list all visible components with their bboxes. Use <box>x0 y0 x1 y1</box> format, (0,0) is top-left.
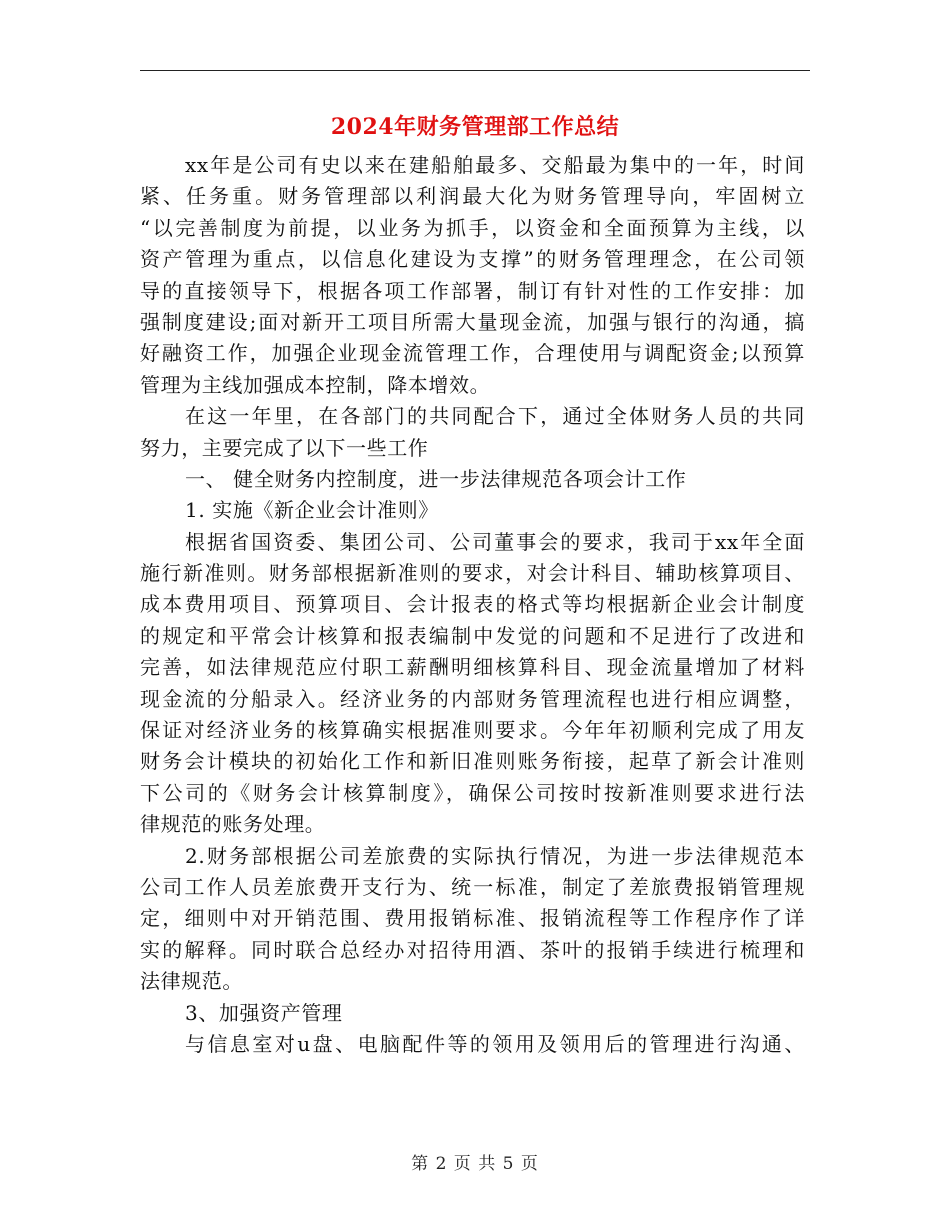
text-line: 与信息室对u盘、电脑配件等的领用及领用后的管理进行沟通、 <box>185 1031 805 1056</box>
header-rule <box>140 70 810 71</box>
text-line: 好融资工作，加强企业现金流管理工作，合理使用与调配资金;以预算 <box>140 341 805 366</box>
text-line: 2.财务部根据公司差旅费的实际执行情况，为进一步法律规范本 <box>185 843 805 868</box>
text-line: 律规范的账务处理。 <box>140 812 326 837</box>
text-line: 下公司的《财务会计核算制度》，确保公司按时按新准则要求进行法 <box>140 780 805 805</box>
text-line: 的规定和平常会计核算和报表编制中发觉的问题和不足进行了改进和 <box>140 623 805 648</box>
text-line: 导的直接领导下，根据各项工作部署，制订有针对性的工作安排：加 <box>140 278 805 303</box>
text-line: 根据省国资委、集团公司、公司董事会的要求，我司于xx年全面 <box>185 529 805 554</box>
text-line: xx年是公司有史以来在建船舶最多、交船最为集中的一年，时间 <box>185 153 805 177</box>
text-line: 保证对经济业务的核算确实根据准则要求。今年年初顺利完成了用友 <box>140 718 805 743</box>
text-line: “以完善制度为前提，以业务为抓手，以资金和全面预算为主线，以 <box>140 215 805 240</box>
text-line: 紧、任务重。财务管理部以利润最大化为财务管理导向，牢固树立 <box>140 184 805 209</box>
text-line: 完善，如法律规范应付职工薪酬明细核算科目、现金流量增加了材料 <box>140 655 805 680</box>
text-line: 施行新准则。财务部根据新准则的要求，对会计科目、辅助核算项目、 <box>140 561 805 586</box>
text-line: 1. 实施《新企业会计准则》 <box>185 498 439 523</box>
text-line: 公司工作人员差旅费开支行为、统一标准，制定了差旅费报销管理规 <box>140 874 805 899</box>
text-line: 管理为主线加强成本控制，降本增效。 <box>140 372 491 397</box>
text-line: 3、加强资产管理 <box>185 1000 343 1025</box>
text-line: 成本费用项目、预算项目、会计报表的格式等均根据新企业会计制度 <box>140 592 805 617</box>
text-line: 努力，主要完成了以下一些工作 <box>140 435 429 460</box>
text-line: 一、 健全财务内控制度，进一步法律规范各项会计工作 <box>185 466 687 491</box>
text-line: 资产管理为重点，以信息化建设为支撑”的财务管理理念，在公司领 <box>140 247 805 272</box>
text-line: 现金流的分船录入。经济业务的内部财务管理流程也进行相应调整， <box>140 686 805 711</box>
text-line: 财务会计模块的初始化工作和新旧准则账务衔接，起草了新会计准则 <box>140 749 805 774</box>
text-line: 在这一年里，在各部门的共同配合下，通过全体财务人员的共同 <box>185 404 805 429</box>
page-footer: 第 2 页 共 5 页 <box>411 1154 539 1174</box>
document-body <box>140 150 805 1060</box>
text-line: 实的解释。同时联合总经办对招待用酒、茶叶的报销手续进行梳理和 <box>140 937 805 962</box>
text-line: 定，细则中对开销范围、费用报销标准、报销流程等工作程序作了详 <box>140 906 805 931</box>
text-line: 强制度建设;面对新开工项目所需大量现金流，加强与银行的沟通，搞 <box>140 309 805 334</box>
text-line: 法律规范。 <box>140 969 243 994</box>
document-title: 2024年财务管理部工作总结 <box>330 114 620 140</box>
